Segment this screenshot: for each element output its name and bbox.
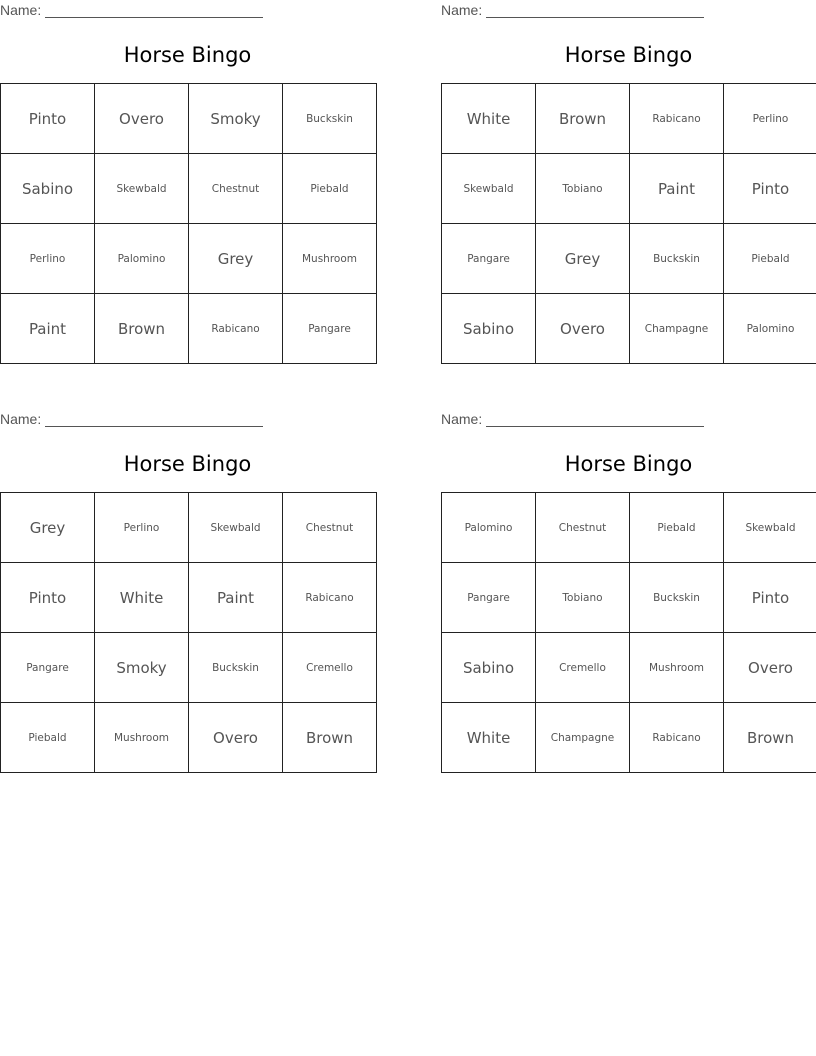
bingo-cell: Chestnut <box>283 493 377 563</box>
bingo-cell: White <box>442 703 536 773</box>
bingo-cell: Paint <box>189 563 283 633</box>
name-blank-line[interactable] <box>486 4 704 18</box>
bingo-cell: White <box>442 84 536 154</box>
bingo-cell: Skewbald <box>724 493 816 563</box>
bingo-cell: Piebald <box>630 493 724 563</box>
bingo-cell: Brown <box>536 84 630 154</box>
name-blank-line[interactable] <box>45 4 263 18</box>
bingo-row <box>1 703 377 773</box>
bingo-cell: Grey <box>189 224 283 294</box>
bingo-cell: Sabino <box>442 294 536 364</box>
bingo-cell: Overo <box>95 84 189 154</box>
bingo-cell: Mushroom <box>95 703 189 773</box>
bingo-cell: Pangare <box>1 633 95 703</box>
bingo-cell: Mushroom <box>283 224 377 294</box>
bingo-cell: Pangare <box>283 294 377 364</box>
bingo-cell: Overo <box>724 633 816 703</box>
bingo-row <box>1 493 377 563</box>
bingo-cell: Piebald <box>1 703 95 773</box>
name-blank-line[interactable] <box>45 413 263 427</box>
bingo-cell: Buckskin <box>189 633 283 703</box>
bingo-cell: Skewbald <box>442 154 536 224</box>
name-blank-line[interactable] <box>486 413 704 427</box>
bingo-grid <box>0 492 377 773</box>
bingo-cell: Grey <box>1 493 95 563</box>
card-title: Horse Bingo <box>564 43 693 67</box>
name-label: Name: <box>0 2 42 18</box>
bingo-cell: Buckskin <box>630 224 724 294</box>
bingo-cell: Paint <box>1 294 95 364</box>
bingo-cell: Mushroom <box>630 633 724 703</box>
name-label: Name: <box>0 411 42 427</box>
bingo-cell: Brown <box>95 294 189 364</box>
bingo-cell: Pangare <box>442 224 536 294</box>
bingo-cell: Buckskin <box>283 84 377 154</box>
bingo-cell: Perlino <box>95 493 189 563</box>
bingo-cell: Buckskin <box>630 563 724 633</box>
bingo-cell: Perlino <box>724 84 816 154</box>
bingo-cell: Smoky <box>95 633 189 703</box>
bingo-row <box>442 633 816 703</box>
bingo-cell: Brown <box>724 703 816 773</box>
bingo-cell: Overo <box>189 703 283 773</box>
bingo-cell: Chestnut <box>536 493 630 563</box>
bingo-row <box>1 224 377 294</box>
bingo-cell: Skewbald <box>95 154 189 224</box>
bingo-cell: Cremello <box>283 633 377 703</box>
bingo-cell: Smoky <box>189 84 283 154</box>
bingo-cell: Tobiano <box>536 563 630 633</box>
bingo-cell: Champagne <box>630 294 724 364</box>
bingo-row <box>1 294 377 364</box>
bingo-cell: Chestnut <box>189 154 283 224</box>
bingo-cell: Palomino <box>442 493 536 563</box>
bingo-row <box>442 703 816 773</box>
bingo-cell: Rabicano <box>189 294 283 364</box>
bingo-row <box>442 224 816 294</box>
name-label: Name: <box>441 411 483 427</box>
bingo-cell: Piebald <box>283 154 377 224</box>
bingo-row <box>1 563 377 633</box>
bingo-grid <box>0 83 377 364</box>
name-line <box>0 2 263 18</box>
bingo-row <box>442 294 816 364</box>
bingo-cell: Pinto <box>1 84 95 154</box>
bingo-row <box>1 633 377 703</box>
bingo-cell: Grey <box>536 224 630 294</box>
bingo-row <box>442 84 816 154</box>
bingo-cell: Sabino <box>1 154 95 224</box>
bingo-cell: Overo <box>536 294 630 364</box>
name-label: Name: <box>441 2 483 18</box>
bingo-row <box>442 154 816 224</box>
name-line <box>441 2 704 18</box>
bingo-cell: Sabino <box>442 633 536 703</box>
name-line <box>0 411 263 427</box>
bingo-row <box>1 84 377 154</box>
bingo-grid <box>441 83 816 364</box>
bingo-row <box>1 154 377 224</box>
bingo-cell: White <box>95 563 189 633</box>
bingo-row <box>442 493 816 563</box>
bingo-cell: Rabicano <box>630 703 724 773</box>
bingo-cell: Palomino <box>724 294 816 364</box>
bingo-cell: Tobiano <box>536 154 630 224</box>
bingo-row <box>442 563 816 633</box>
name-line <box>441 411 704 427</box>
card-title: Horse Bingo <box>123 43 252 67</box>
bingo-grid <box>441 492 816 773</box>
bingo-cell: Piebald <box>724 224 816 294</box>
bingo-cell: Brown <box>283 703 377 773</box>
bingo-cell: Perlino <box>1 224 95 294</box>
bingo-cell: Rabicano <box>283 563 377 633</box>
bingo-cell: Palomino <box>95 224 189 294</box>
bingo-cell: Pinto <box>724 154 816 224</box>
card-title: Horse Bingo <box>564 452 693 476</box>
bingo-cell: Cremello <box>536 633 630 703</box>
bingo-cell: Champagne <box>536 703 630 773</box>
bingo-cell: Paint <box>630 154 724 224</box>
card-title: Horse Bingo <box>123 452 252 476</box>
bingo-cell: Pinto <box>1 563 95 633</box>
bingo-cell: Pinto <box>724 563 816 633</box>
bingo-cell: Rabicano <box>630 84 724 154</box>
bingo-cell: Skewbald <box>189 493 283 563</box>
bingo-cell: Pangare <box>442 563 536 633</box>
